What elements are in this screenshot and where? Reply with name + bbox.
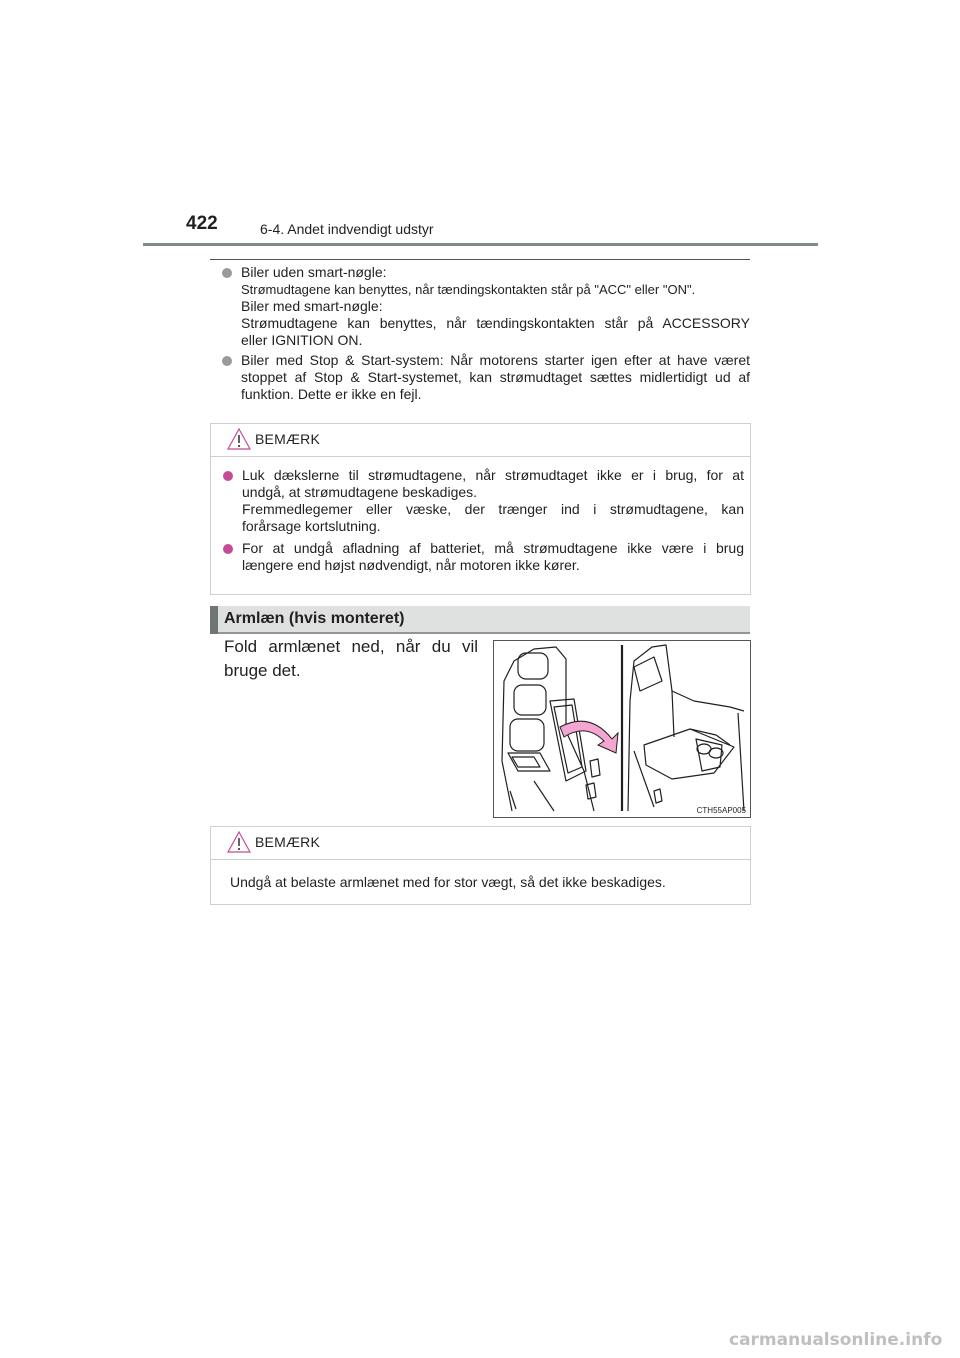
notice-line: For at undgå afladning af batteriet, må strømudtagene ikke være i brug: [242, 540, 744, 556]
content-rule: [210, 259, 750, 260]
armrest-drawing: [494, 641, 750, 817]
bullet-dot-icon: [222, 356, 232, 366]
figure-code: CTH55AP005: [696, 806, 746, 815]
watermark: carmanualsonline.info: [729, 1330, 943, 1350]
info-bullet-stop-start: [222, 352, 750, 403]
notice-line: forårsage kortslutning.: [242, 518, 381, 534]
info-bullet-smart-key: [222, 264, 750, 349]
notice-item-battery: [223, 540, 744, 574]
header-rule: [143, 243, 818, 246]
bullet-dot-icon: [223, 471, 233, 481]
notice-body: [211, 457, 750, 591]
notice-text: Undgå at belaste armlænet med for stor vægt, så det ikke beskadiges.: [230, 874, 666, 890]
warning-triangle-icon: [227, 831, 251, 853]
bullet-line: stoppet af Stop & Start-systemet, kan strømudtaget sættes midlertidigt ud af: [241, 369, 750, 385]
bullet-line: Biler med Stop & Start-system: Når motorens starter igen efter at have været: [241, 352, 750, 368]
bullet-dot-icon: [222, 268, 232, 278]
notice-line: Luk dækslerne til strømudtagene, når strømudtaget ikke er i brug, for at: [242, 467, 744, 483]
warning-triangle-icon: [227, 428, 251, 450]
instruction-line: Fold armlænet ned, når du vil: [224, 637, 478, 656]
notice-box-armrest: [210, 826, 751, 905]
section-heading-armrest: [210, 606, 750, 634]
bullet-dot-icon: [223, 544, 233, 554]
notice-body: [211, 860, 750, 891]
bullet-line: Biler uden smart-nøgle:: [241, 264, 387, 280]
notice-item-covers: [223, 467, 744, 535]
section-heading-bar: [210, 606, 218, 634]
notice-line: Fremmedlegemer eller væske, der trænger ind i strømudtagene, kan: [242, 501, 744, 517]
info-bullet-list: [222, 264, 750, 406]
instruction-line: bruge det.: [224, 661, 301, 680]
notice-line: undgå, at strømudtagene beskadiges.: [242, 484, 478, 500]
page-number: 422: [186, 213, 218, 234]
armrest-illustration: [493, 640, 751, 818]
bullet-line: Biler med smart-nøgle:: [241, 298, 383, 314]
notice-title: BEMÆRK: [255, 431, 320, 447]
section-heading-text: Armlæn (hvis monteret): [224, 610, 405, 627]
bullet-line: eller IGNITION ON.: [241, 332, 363, 348]
notice-title: BEMÆRK: [255, 834, 320, 850]
armrest-instruction: [224, 635, 478, 683]
notice-line: længere end højst nødvendigt, når motoren ikke kører.: [242, 557, 580, 573]
notice-header: [211, 424, 750, 457]
bullet-line: funktion. Dette er ikke en fejl.: [241, 386, 422, 402]
notice-box-power-outlet: [210, 423, 751, 595]
bullet-line: Strømudtagene kan benyttes, når tændingskontakten står på "ACC" eller "ON".: [241, 282, 696, 297]
notice-header: [211, 827, 750, 860]
chapter-title: 6-4. Andet indvendigt udstyr: [260, 221, 434, 237]
bullet-line: Strømudtagene kan benyttes, når tændingskontakten står på ACCESSORY: [241, 315, 750, 331]
